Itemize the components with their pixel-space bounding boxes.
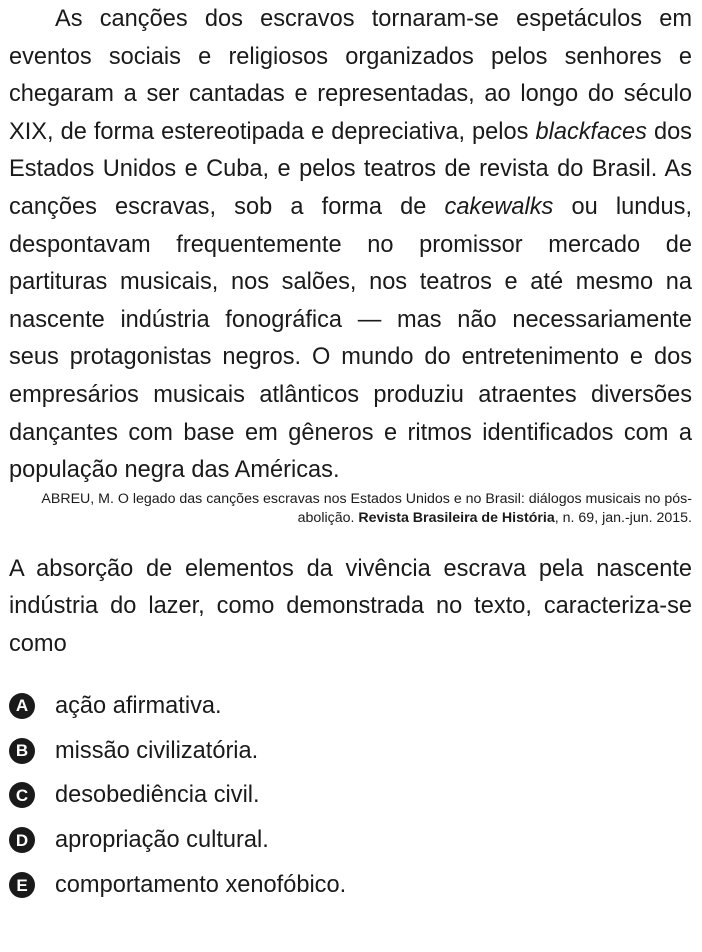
source-citation bbox=[9, 490, 692, 528]
question-stem: A absorção de elementos da vivência escrava pela nascente indústria do lazer, como demonstrada no texto, caracteriza-se como bbox=[9, 555, 692, 657]
citation-suffix: , n. 69, jan.-jun. 2015. bbox=[554, 509, 692, 526]
citation-prefix: ABREU, M. O legado das canções escravas nos Estados Unidos e no Brasil: diálogos musicais no pós-abolição. bbox=[41, 490, 692, 526]
option-c-letter-icon: C bbox=[9, 782, 35, 808]
passage-text bbox=[9, 0, 692, 490]
option-d-text: apropriação cultural. bbox=[55, 827, 269, 854]
passage-part-2: dos Estados Unidos e Cuba, e pelos teatros de revista do Brasil. As canções escravas, sob a forma de bbox=[9, 118, 692, 220]
citation-journal: Revista Brasileira de História bbox=[358, 509, 555, 526]
passage-italic-blackfaces: blackfaces bbox=[535, 118, 647, 145]
option-c-text: desobediência civil. bbox=[55, 782, 260, 809]
passage-italic-cakewalks: cakewalks bbox=[444, 193, 554, 220]
option-d-letter-icon: D bbox=[9, 827, 35, 853]
option-a-letter-icon: A bbox=[9, 693, 35, 719]
option-e[interactable] bbox=[9, 863, 692, 908]
option-e-text: comportamento xenofóbico. bbox=[55, 872, 347, 899]
option-b[interactable] bbox=[9, 728, 692, 773]
option-c[interactable] bbox=[9, 773, 692, 818]
passage-part-3: ou lundus, despontavam frequentemente no promissor mercado de partituras musicais, nos salões, nos teatros e até mesmo na nascente indústria fonográfica — mas não necessariamente seus protagonistas negros. O mundo do entretenimento e dos empresários musicais atlânticos produziu atraentes diversões dançantes com base em gêneros e ritmos identificados com a população negra das Américas. bbox=[9, 193, 693, 484]
option-a-text: ação afirmativa. bbox=[55, 692, 222, 719]
option-e-letter-icon: E bbox=[9, 872, 35, 898]
answer-options bbox=[9, 684, 692, 908]
option-b-letter-icon: B bbox=[9, 738, 35, 764]
passage-part-1: As canções dos escravos tornaram-se espetáculos em eventos sociais e religiosos organizados pelos senhores e chegaram a ser cantadas e representadas, ao longo do século XIX, de forma estereotipada e depreciativa, pelos bbox=[9, 6, 692, 145]
option-b-text: missão civilizatória. bbox=[55, 737, 259, 764]
option-a[interactable] bbox=[9, 684, 692, 729]
option-d[interactable] bbox=[9, 818, 692, 863]
